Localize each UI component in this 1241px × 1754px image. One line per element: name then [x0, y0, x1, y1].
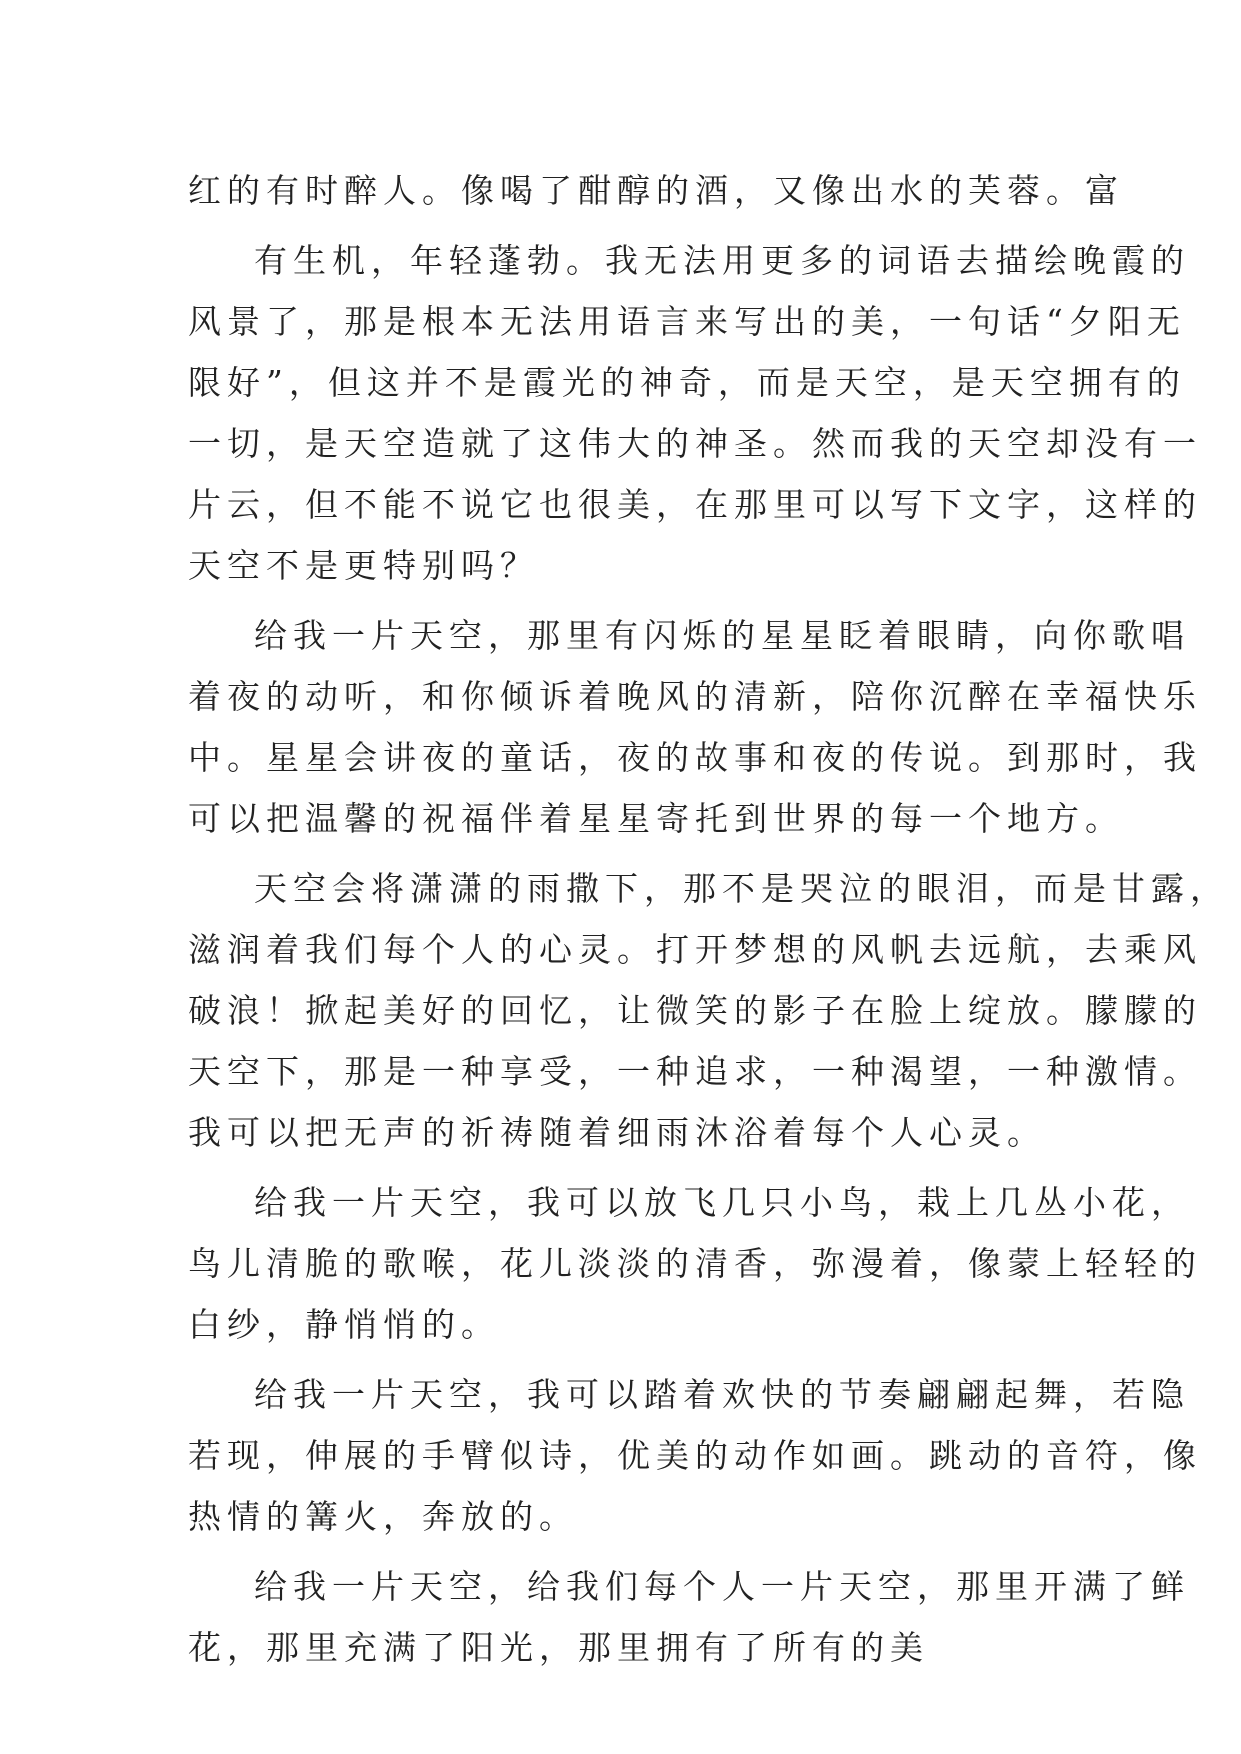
text-line: 我可以把无声的祈祷随着细雨沐浴着每个人心灵。: [188, 1113, 1046, 1152]
text-line: 花，那里充满了阳光，那里拥有了所有的美: [188, 1628, 929, 1667]
text-line: 给我一片天空，那里有闪烁的星星眨着眼睛，向你歌唱: [254, 616, 1190, 655]
text-line: 红的有时醉人。像喝了酣醇的酒，又像出水的芙蓉。富: [188, 171, 1124, 210]
text-line: 热情的篝火，奔放的。: [188, 1497, 578, 1536]
text-line: 有生机，年轻蓬勃。我无法用更多的词语去描绘晚霞的: [254, 241, 1190, 280]
text-line: 滋润着我们每个人的心灵。打开梦想的风帆去远航，去乘风: [188, 930, 1202, 969]
text-line: 限好”，但这并不是霞光的神奇，而是天空，是天空拥有的: [188, 363, 1186, 402]
text-line: 着夜的动听，和你倾诉着晚风的清新，陪你沉醉在幸福快乐: [188, 677, 1202, 716]
paragraph-gap: [188, 596, 1068, 605]
text-line: 若现，伸展的手臂似诗，优美的动作如画。跳动的音符，像: [188, 1436, 1202, 1475]
paragraph-gap: [188, 1355, 1068, 1364]
essay-body: [188, 160, 1229, 1678]
text-line: 天空不是更特别吗？: [188, 546, 539, 585]
text-line: 风景了，那是根本无法用语言来写出的美，一句话“夕阳无: [188, 302, 1186, 341]
paragraph-gap: [188, 1547, 1068, 1556]
paragraph-gap: [188, 849, 1068, 858]
text-line: 中。星星会讲夜的童话，夜的故事和夜的传说。到那时，我: [188, 738, 1202, 777]
text-line: 白纱，静悄悄的。: [188, 1305, 500, 1344]
text-line: 破浪！掀起美好的回忆，让微笑的影子在脸上绽放。朦朦的: [188, 991, 1202, 1030]
paragraph-gap: [188, 221, 1068, 230]
text-line: 给我一片天空，给我们每个人一片天空，那里开满了鲜: [254, 1567, 1190, 1606]
text-line: 一切，是天空造就了这伟大的神圣。然而我的天空却没有一: [188, 424, 1202, 463]
text-line: 给我一片天空，我可以放飞几只小鸟，栽上几丛小花，: [254, 1183, 1190, 1222]
text-line: 鸟儿清脆的歌喉，花儿淡淡的清香，弥漫着，像蒙上轻轻的: [188, 1244, 1202, 1283]
text-line: 给我一片天空，我可以踏着欢快的节奏翩翩起舞，若隐: [254, 1375, 1190, 1414]
text-line: 片云，但不能不说它也很美，在那里可以写下文字，这样的: [188, 485, 1202, 524]
text-line: 可以把温馨的祝福伴着星星寄托到世界的每一个地方。: [188, 799, 1124, 838]
text-line: 天空下，那是一种享受，一种追求，一种渴望，一种激情。: [188, 1052, 1202, 1091]
text-line: 天空会将潇潇的雨撒下，那不是哭泣的眼泪，而是甘露，: [254, 869, 1229, 908]
paragraph-gap: [188, 1163, 1068, 1172]
